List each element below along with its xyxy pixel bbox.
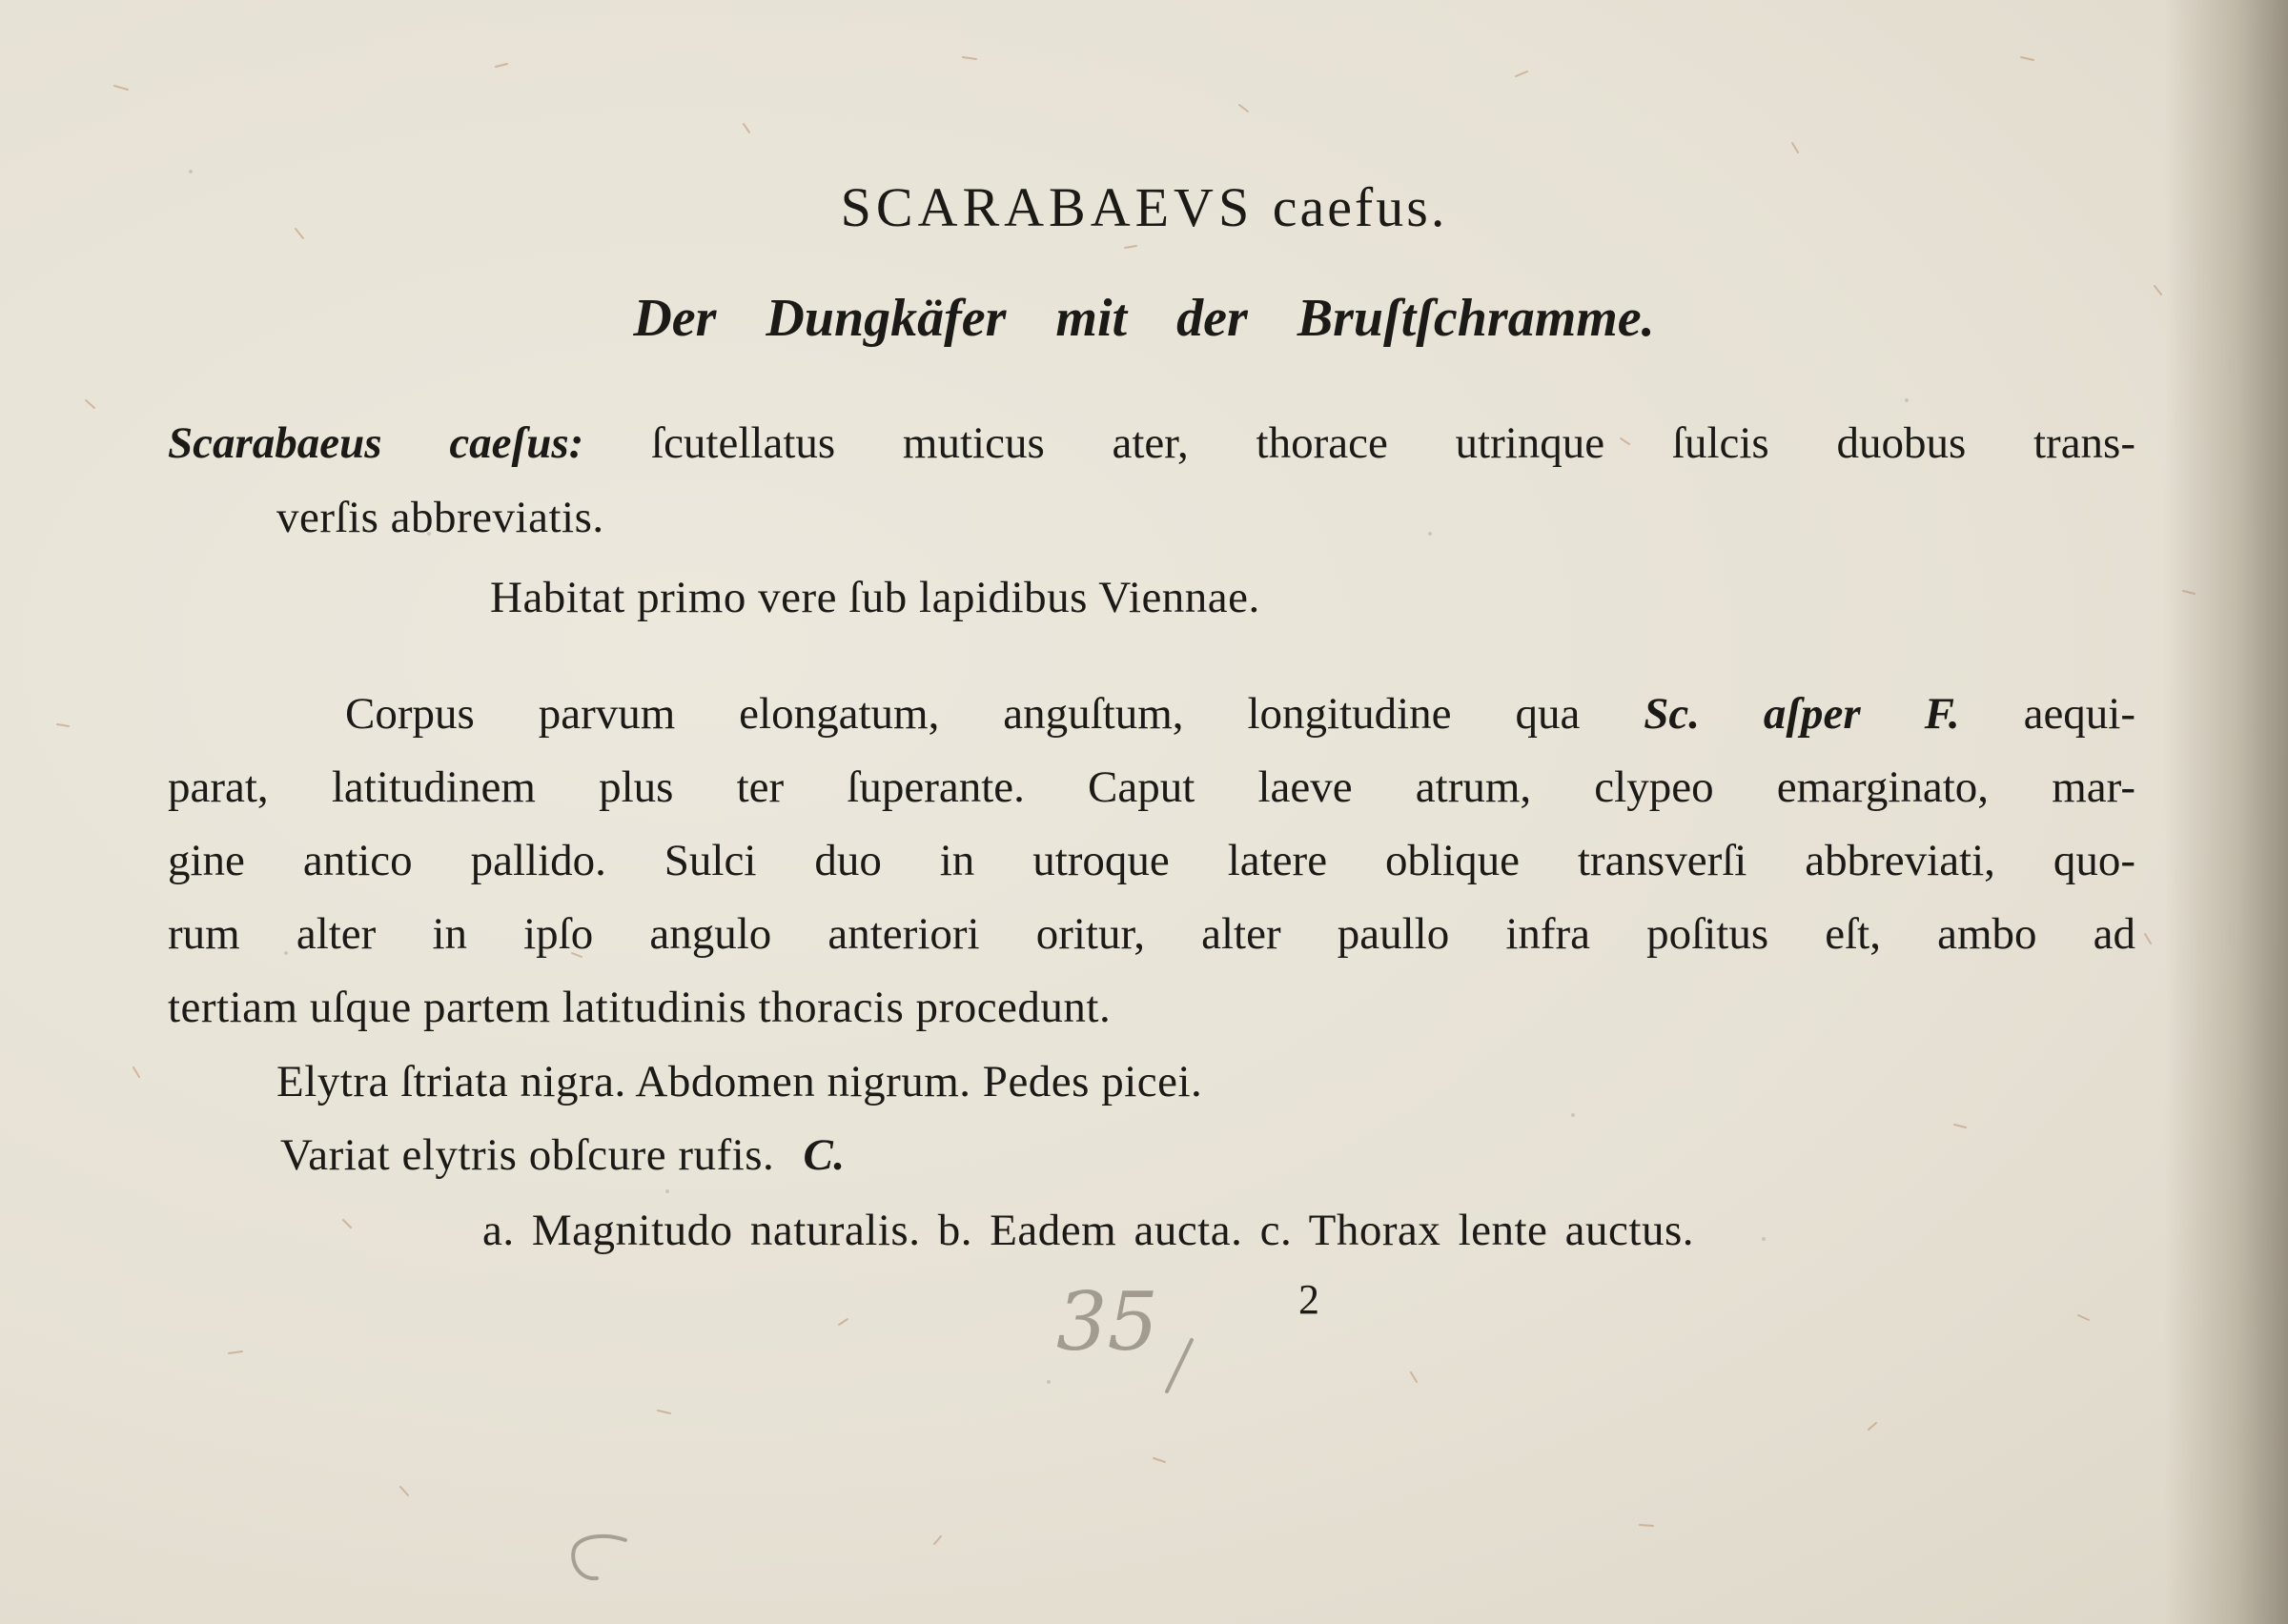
description-text-b: aequi- [2023, 689, 2136, 739]
description-line-3: gine antico pallido. Sulci duo in utroque latere oblique transverſi abbreviati, quo- [168, 836, 2135, 885]
variat-line [280, 1129, 846, 1181]
diagnosis-line-1 [168, 417, 2135, 469]
description-line-1 [345, 688, 2135, 740]
title-genus: SCARABAEVS [840, 176, 1255, 238]
page-gutter-shadow [2164, 0, 2288, 1624]
description-reference: Sc. aſper F. [1644, 689, 1960, 739]
pencil-annotation [1049, 1258, 1249, 1401]
description-line-5: tertiam uſque partem latitudinis thoracis procedunt. [168, 983, 1112, 1032]
elytra-line: Elytra ſtriata nigra. Abdomen nigrum. Pedes picei. [276, 1057, 1203, 1106]
description-line-2: parat, latitudinem plus ter ſuperante. Caput laeve atrum, clypeo emarginato, mar- [168, 762, 2135, 812]
page-number: 2 [1298, 1276, 1319, 1323]
variat-mark: C. [803, 1130, 846, 1180]
title-species: caefus. [1272, 176, 1448, 238]
variat-text: Variat elytris obſcure rufis. [280, 1130, 775, 1180]
figure-legend: a. Magnitudo naturalis. b. Eadem aucta. c. Thorax lente auctus. [482, 1206, 1694, 1255]
pencil-note-text: 35 [1056, 1275, 1158, 1369]
pencil-stroke [1167, 1340, 1192, 1391]
diagnosis-line-2: verſis abbreviatis. [276, 493, 604, 542]
description-text-a: Corpus parvum elongatum, anguſtum, longitudine qua [345, 689, 1581, 739]
german-subtitle: Der Dungkäfer mit der Bruſtſchramme. [633, 289, 1655, 348]
pencil-mark-icon [564, 1525, 641, 1592]
diagnosis-text: ſcutellatus muticus ater, thorace utrinque ſulcis duobus trans- [651, 418, 2135, 468]
habitat-line: Habitat primo vere ſub lapidibus Viennae. [490, 573, 1260, 622]
species-title [0, 175, 2288, 239]
description-line-4: rum alter in ipſo angulo anteriori oritur, alter paullo infra poſitus eſt, ambo ad [168, 909, 2135, 959]
diagnosis-species-name: Scarabaeus caeſus: [168, 418, 584, 468]
